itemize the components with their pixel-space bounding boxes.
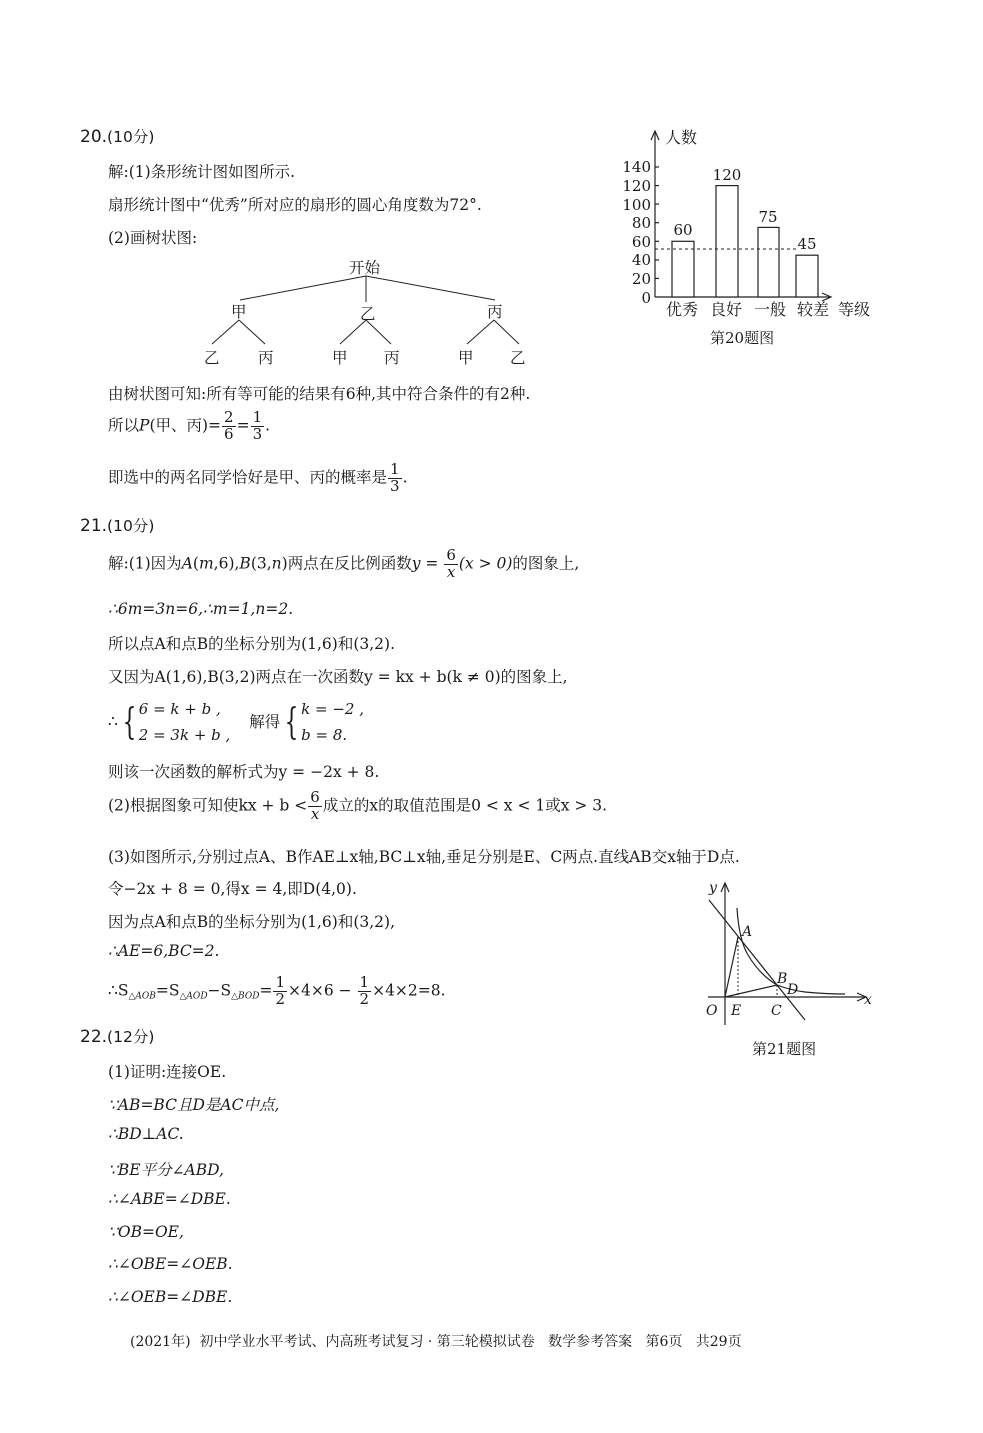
q21-line-11: ∴AE=6,BC=2.	[108, 942, 220, 960]
graph-label-y: y	[709, 880, 717, 896]
svg-text:80: 80	[631, 214, 651, 232]
tree-leaf-4: 丙	[384, 349, 400, 367]
fraction: $\frac{1}{2}$	[275, 973, 285, 1008]
bar-good	[716, 186, 738, 297]
graph-label-x: x	[864, 992, 872, 1008]
graph-label-B: B	[777, 971, 788, 987]
page-footer: (2021年) 初中学业水平考试、内高班考试复习 · 第三轮模拟试卷 数学参考答案 第6页 共29页	[130, 1334, 742, 1350]
tree-leaf-3: 甲	[332, 349, 348, 367]
svg-text:120: 120	[622, 177, 651, 195]
svg-text:40: 40	[631, 251, 651, 269]
q20-final: 即选中的两名同学恰好是甲、丙的概率是 $\frac{1}{3}$ .	[108, 460, 408, 495]
q20-number: 20.	[80, 127, 108, 147]
svg-text:0: 0	[641, 289, 651, 307]
fraction: $\frac{1}{2}$	[359, 973, 370, 1008]
q22-line-1: (1)证明:连接OE.	[108, 1063, 227, 1081]
q21-line-3: 所以点A和点B的坐标分别为(1,6)和(3,2).	[108, 635, 396, 653]
graph-label-C: C	[771, 1003, 782, 1019]
tree-node-bing: 丙	[487, 303, 503, 321]
svg-text:120: 120	[712, 166, 742, 184]
q21-line-6: 则该一次函数的解析式为y = −2x + 8.	[108, 763, 380, 781]
graph-label-E: E	[731, 1003, 742, 1019]
q20-line-2: 扇形统计图中“优秀”所对应的扇形的圆心角度数为72°.	[108, 196, 482, 214]
svg-text:60: 60	[673, 221, 693, 239]
svg-text:20: 20	[631, 270, 651, 288]
svg-text:140: 140	[622, 158, 651, 176]
fraction: $\frac{2}{6}$	[224, 408, 234, 443]
q20-probability: 所以P(甲、丙)= $\frac{2}{6}$ = $\frac{1}{3}$ .	[108, 408, 271, 443]
q20-line-1: 解:(1)条形统计图如图所示.	[108, 163, 296, 181]
q21-line-1: 解:(1)因为A(m,6),B(3,n)两点在反比例函数y = $\frac{6}{x}$ (x > 0)的图象上,	[108, 546, 580, 581]
chart-cat-2: 良好	[710, 300, 743, 319]
q22-line-2: ∵AB=BC且D是AC中点,	[108, 1096, 280, 1114]
q21-line-7: (2)根据图象可知使kx + b < $\frac{6}{x}$ 成立的x的取值范围是0 < x < 1或x > 3.	[108, 788, 608, 823]
fraction: $\frac{6}{x}$	[446, 546, 456, 581]
fraction: $\frac{6}{x}$	[310, 788, 320, 823]
figure21-caption: 第21题图	[752, 1040, 817, 1058]
q22-line-5: ∴∠ABE=∠DBE.	[108, 1190, 231, 1208]
fraction: $\frac{1}{3}$	[252, 408, 263, 443]
q21-line-8: (3)如图所示,分别过点A、B作AE⊥x轴,BC⊥x轴,垂足分别是E、C两点.直线AB交x轴于D点.	[108, 848, 740, 866]
q21-line-2: ∴6m=3n=6,∴m=1,n=2.	[108, 600, 294, 618]
chart-ylabel: 人数	[665, 128, 698, 147]
function-graph	[690, 870, 890, 1030]
fraction: $\frac{1}{3}$	[390, 460, 400, 495]
q21-line-4: 又因为A(1,6),B(3,2)两点在一次函数y = kx + b(k ≠ 0)的图象上,	[108, 668, 568, 686]
q21-line-10: 因为点A和点B的坐标分别为(1,6)和(3,2),	[108, 913, 396, 931]
bar-average	[758, 227, 779, 297]
q22-line-6: ∵OB=OE,	[108, 1223, 184, 1241]
bar-excellent	[672, 241, 694, 297]
q21-line-5: ∴ { 6 = k + b , 2 = 3k + b , 解得 { k = −2 , b = 8.	[108, 700, 365, 744]
chart-cat-1: 优秀	[666, 300, 699, 319]
tree-leaf-5: 甲	[458, 349, 474, 367]
tree-node-jia: 甲	[231, 303, 247, 321]
q20-conclusion: 由树状图可知:所有等可能的结果有6种,其中符合条件的有2种.	[108, 385, 531, 403]
graph-label-O: O	[706, 1003, 718, 1019]
q20-header	[80, 125, 154, 147]
tree-node-yi: 乙	[360, 305, 376, 323]
q20-line-3: (2)画树状图:	[108, 229, 198, 247]
svg-text:45: 45	[797, 235, 817, 253]
chart-xlabel: 等级	[838, 300, 871, 319]
tree-leaf-6: 乙	[510, 349, 526, 367]
svg-text:100: 100	[622, 196, 651, 214]
svg-text:60: 60	[631, 233, 651, 251]
q21-line-9: 令−2x + 8 = 0,得x = 4,即D(4,0).	[108, 880, 357, 898]
graph-label-D: D	[787, 982, 799, 998]
tree-root: 开始	[349, 259, 381, 277]
svg-text:75: 75	[758, 208, 778, 226]
graph-label-A: A	[742, 924, 753, 940]
q22-line-3: ∴BD⊥AC.	[108, 1125, 184, 1143]
q21-header: 21.(10分)	[80, 516, 155, 536]
tree-leaf-1: 乙	[204, 349, 220, 367]
q22-line-7: ∴∠OBE=∠OEB.	[108, 1255, 233, 1273]
q21-line-12: $\therefore S_{\triangle AOB}=S_{\triangle AOD}-S_{\triangle BOD}=$ $\frac{1}{2}$ ×4×6 − $\frac{1}{2}$ ×4×2=8.	[108, 973, 446, 1008]
bar-poor	[796, 255, 818, 297]
q22-line-4: ∵BE平分∠ABD,	[108, 1161, 224, 1179]
chart-caption: 第20题图	[710, 329, 775, 347]
tree-leaf-2: 丙	[258, 349, 274, 367]
q22-line-8: ∴∠OEB=∠DBE.	[108, 1288, 233, 1306]
q20-score: (10分)	[107, 128, 155, 146]
chart-cat-4: 较差	[797, 300, 830, 319]
q22-header: 22.(12分)	[80, 1027, 155, 1047]
chart-cat-3: 一般	[754, 300, 787, 319]
